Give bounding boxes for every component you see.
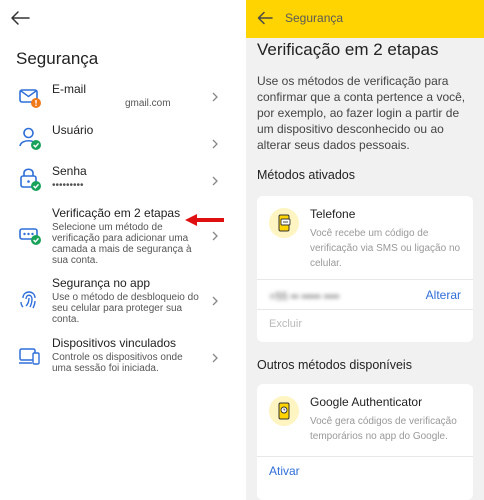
- padlock-icon: [18, 166, 42, 192]
- phone-method-card: [257, 196, 473, 342]
- authenticator-method-description: Você gera códigos de verificação temporários no app do Google.: [310, 416, 457, 442]
- shield-check-icon: [18, 220, 42, 246]
- chevron-right-icon: [212, 139, 218, 149]
- phone-method-description: Você recebe um código de verificação via SMS ou ligação no celular.: [310, 228, 461, 269]
- chevron-right-icon: [212, 353, 218, 363]
- page-title: Verificação em 2 etapas: [257, 40, 439, 59]
- authenticator-icon: [269, 396, 299, 426]
- menu-item-title: Segurança no app: [52, 276, 151, 290]
- top-bar-title: Segurança: [285, 11, 344, 25]
- menu-item-subtitle: gmail.com: [125, 98, 171, 109]
- page-title: Segurança: [16, 49, 99, 68]
- menu-item-title: Dispositivos vinculados: [52, 336, 177, 350]
- menu-item-app-security[interactable]: [0, 276, 242, 325]
- edit-phone-button[interactable]: Alterar: [425, 288, 461, 302]
- menu-item-linked-devices[interactable]: [0, 336, 242, 376]
- authenticator-method-card: [257, 384, 473, 500]
- menu-item-title: E-mail: [52, 82, 87, 96]
- menu-item-password[interactable]: [0, 164, 242, 194]
- menu-item-title: Usuário: [52, 123, 94, 137]
- activate-authenticator-button[interactable]: Ativar: [269, 464, 300, 478]
- devices-icon: [18, 343, 42, 369]
- menu-item-username[interactable]: [0, 123, 242, 153]
- active-methods-heading: Métodos ativados: [257, 168, 355, 182]
- user-icon: [18, 125, 42, 151]
- chevron-right-icon: [212, 296, 218, 306]
- menu-item-title: Verificação em 2 etapas: [52, 206, 181, 220]
- delete-phone-button[interactable]: Excluir: [269, 318, 303, 330]
- chevron-right-icon: [212, 176, 218, 186]
- divider: [257, 456, 473, 457]
- envelope-icon: [18, 84, 42, 110]
- chevron-right-icon: [212, 231, 218, 241]
- page-description: Use os métodos de verificação para confirmar que a conta pertence a você, por exemplo, ao fazer login a partir de um dispositivo desconhecido ou ao alterar seus dados pessoais.: [257, 74, 466, 152]
- two-step-verification-panel: [246, 0, 484, 500]
- annotation-arrow-icon: [183, 212, 225, 228]
- menu-item-subtitle: •••••••••: [52, 180, 84, 191]
- menu-item-subtitle: Controle os dispositivos onde uma sessão foi iniciada.: [52, 352, 183, 374]
- divider: [257, 309, 473, 310]
- phone-number: +55 •• ••••• ••••: [269, 291, 340, 303]
- menu-item-title: Senha: [52, 164, 87, 178]
- phone-method-title: Telefone: [310, 207, 356, 221]
- arrow-left-icon[interactable]: [257, 11, 273, 25]
- other-methods-heading: Outros métodos disponíveis: [257, 358, 412, 372]
- divider: [257, 279, 473, 280]
- sms-phone-icon: [269, 208, 299, 238]
- authenticator-method-title: Google Authenticator: [310, 395, 423, 409]
- menu-item-email[interactable]: [0, 82, 242, 112]
- top-bar: [246, 0, 484, 38]
- menu-item-subtitle: Use o método de desbloqueio do seu celular para proteger sua conta.: [52, 292, 199, 325]
- arrow-left-icon[interactable]: [10, 10, 30, 26]
- menu-item-subtitle: Selecione um método de verificação para adicionar uma camada a mais de segurança à sua conta.: [52, 222, 192, 266]
- chevron-right-icon: [212, 92, 218, 102]
- fingerprint-icon: [18, 285, 42, 311]
